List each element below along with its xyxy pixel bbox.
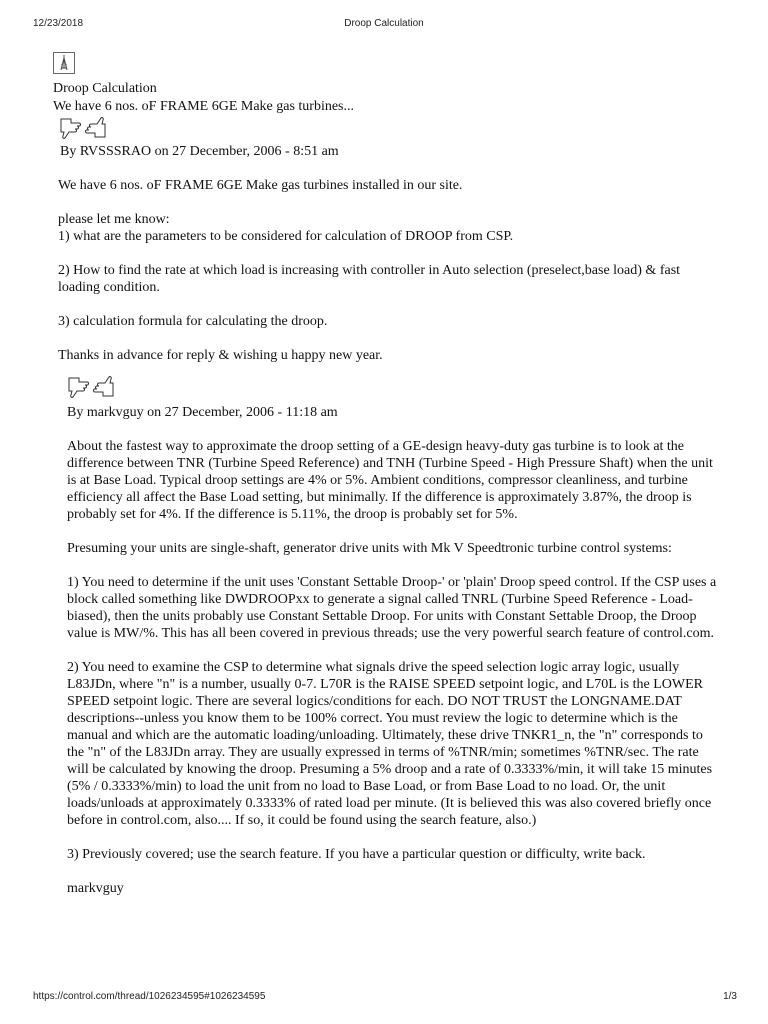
site-logo-icon[interactable] — [53, 52, 75, 74]
post-paragraph: please let me know: — [58, 212, 170, 227]
page-url[interactable]: https://control.com/thread/1026234595#1026234595 — [33, 991, 266, 1002]
post-paragraph: Thanks in advance for reply & wishing u happy new year. — [58, 348, 383, 363]
post-paragraph: 1) what are the parameters to be considered for calculation of DROOP from CSP. — [58, 229, 514, 244]
post-byline: By markvguy on 27 December, 2006 - 11:18 am — [67, 405, 338, 420]
page-number: 1/3 — [723, 991, 737, 1002]
post-body — [58, 177, 718, 364]
post-paragraph: About the fastest way to approximate the droop setting of a GE-design heavy-duty gas turbine is to look at the difference between TNR (Turbine Speed Reference) and TNH (Turbine Speed - High Pressure Shaft) when the unit is at Base Load. Typical droop settings are 4% or 5%. Ambient conditions, compressor cleanliness, and turbine efficiency all affect the Base Load setting, but minimally. If the difference is approximately 3.87%, the droop is probably set for 4%. If the difference is 5.11%, the droop is probably set for 5%. — [67, 439, 713, 522]
post-paragraph: We have 6 nos. oF FRAME 6GE Make gas turbines installed in our site. — [58, 178, 463, 193]
post-body — [67, 438, 722, 897]
print-footer — [0, 991, 768, 1005]
post-paragraph: 3) Previously covered; use the search feature. If you have a particular question or difficulty, write back. — [67, 847, 646, 862]
post-signature: markvguy — [67, 881, 124, 896]
print-date: 12/23/2018 — [33, 18, 84, 29]
post-paragraph: 1) You need to determine if the unit uses 'Constant Settable Droop-' or 'plain' Droop speed control. If the CSP uses a block called something like DWDROOPxx to generate a signal called TNRL (Turbine Speed Reference - Load-biased), then the units probably use Constant Settable Droop. For units with Constant Settable Droop, the Droop value is MW/%. This has all been covered in previous threads; use the very powerful search feature of control.com. — [67, 575, 717, 641]
print-title: Droop Calculation — [344, 18, 424, 29]
thumbs-down-up-icon[interactable] — [66, 374, 116, 400]
post-paragraph: 2) You need to examine the CSP to determine what signals drive the speed selection logic array logic, usually L83JDn, where "n" is a number, usually 0-7. L70R is the RAISE SPEED setpoint logic, and L70L is the LOWER SPEED setpoint logic. There are several logics/conditions for each. DO NOT TRUST the LONGNAME.DAT descriptions--unless you know them to be 100% correct. You must review the logic to determine which is the manual and which are the automatic loading/unloading. Ultimately, these drive TNKR1_n, the "n" corresponds to the "n" of the L83JDn array. They are usually expressed in terms of %TNR/min; sometimes %TNR/sec. The rate will be calculated by knowing the droop. Presuming a 5% droop and a rate of 0.3333%/min, it will take 15 minutes (5% / 0.3333%/min) to load the unit from no load to Base Load, or from Base Load to no load. Or, the unit loads/unloads at approximately 0.3333% of rated load per minute. (It is believed this was also covered briefly once before in control.com, also.... If so, it could be found using the search feature, also.) — [67, 660, 713, 828]
thread-subtitle: We have 6 nos. oF FRAME 6GE Make gas turbines... — [53, 99, 355, 114]
thread-title: Droop Calculation — [53, 81, 157, 96]
post-byline: By RVSSSRAO on 27 December, 2006 - 8:51 am — [60, 144, 339, 159]
post-paragraph: 3) calculation formula for calculating the droop. — [58, 314, 328, 329]
post-paragraph: Presuming your units are single-shaft, generator drive units with Mk V Speedtronic turbine control systems: — [67, 541, 672, 556]
thumbs-down-up-icon[interactable] — [58, 115, 108, 141]
post-paragraph: 2) How to find the rate at which load is increasing with controller in Auto selection (preselect,base load) & fast loading condition. — [58, 263, 681, 295]
print-header — [0, 18, 768, 32]
